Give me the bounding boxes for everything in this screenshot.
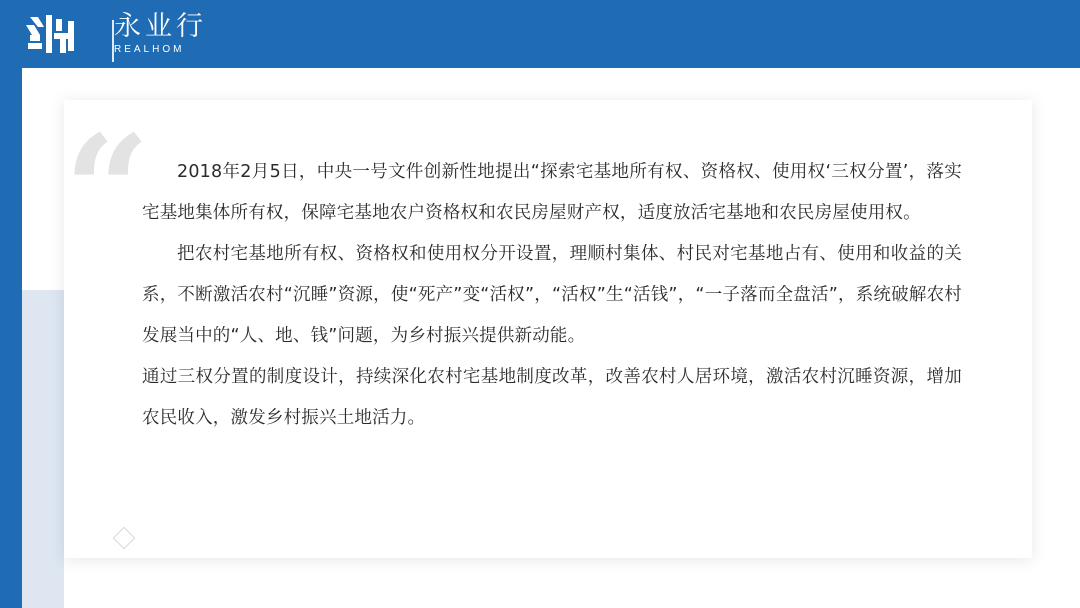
body-text [142, 152, 962, 439]
yh-monogram-icon [24, 11, 78, 57]
logo-text-en: REALHOM [114, 44, 185, 55]
left-accent-bar [0, 68, 22, 608]
diamond-marker-icon [113, 527, 136, 550]
content-card [64, 100, 1032, 558]
logo-divider [112, 20, 114, 62]
brand-logo [24, 8, 207, 60]
left-pale-block [22, 290, 64, 608]
logo-text-zh: 永业行 [114, 11, 207, 42]
paragraph-2: 把农村宅基地所有权、资格权和使用权分开设置，理顺村集体、村民对宅基地占有、使用和收益的关系，不断激活农村“沉睡”资源，使“死产”变“活权”，“活权”生“活钱”，“一子落而全盘活”，系统破解农村发展当中的“人、地、钱”问题，为乡村振兴提供新动能。 [142, 244, 962, 346]
header-band [0, 0, 1080, 68]
paragraph-1: 2018年2月5日，中央一号文件创新性地提出“探索宅基地所有权、资格权、使用权‘三权分置’，落实宅基地集体所有权，保障宅基地农户资格权和农民房屋财产权，适度放活宅基地和农民房屋使用权。 [142, 162, 962, 223]
quotation-mark-icon: “ [64, 103, 151, 279]
paragraph-3: 通过三权分置的制度设计，持续深化农村宅基地制度改革，改善农村人居环境，激活农村沉睡资源，增加农民收入，激发乡村振兴土地活力。 [142, 367, 962, 428]
